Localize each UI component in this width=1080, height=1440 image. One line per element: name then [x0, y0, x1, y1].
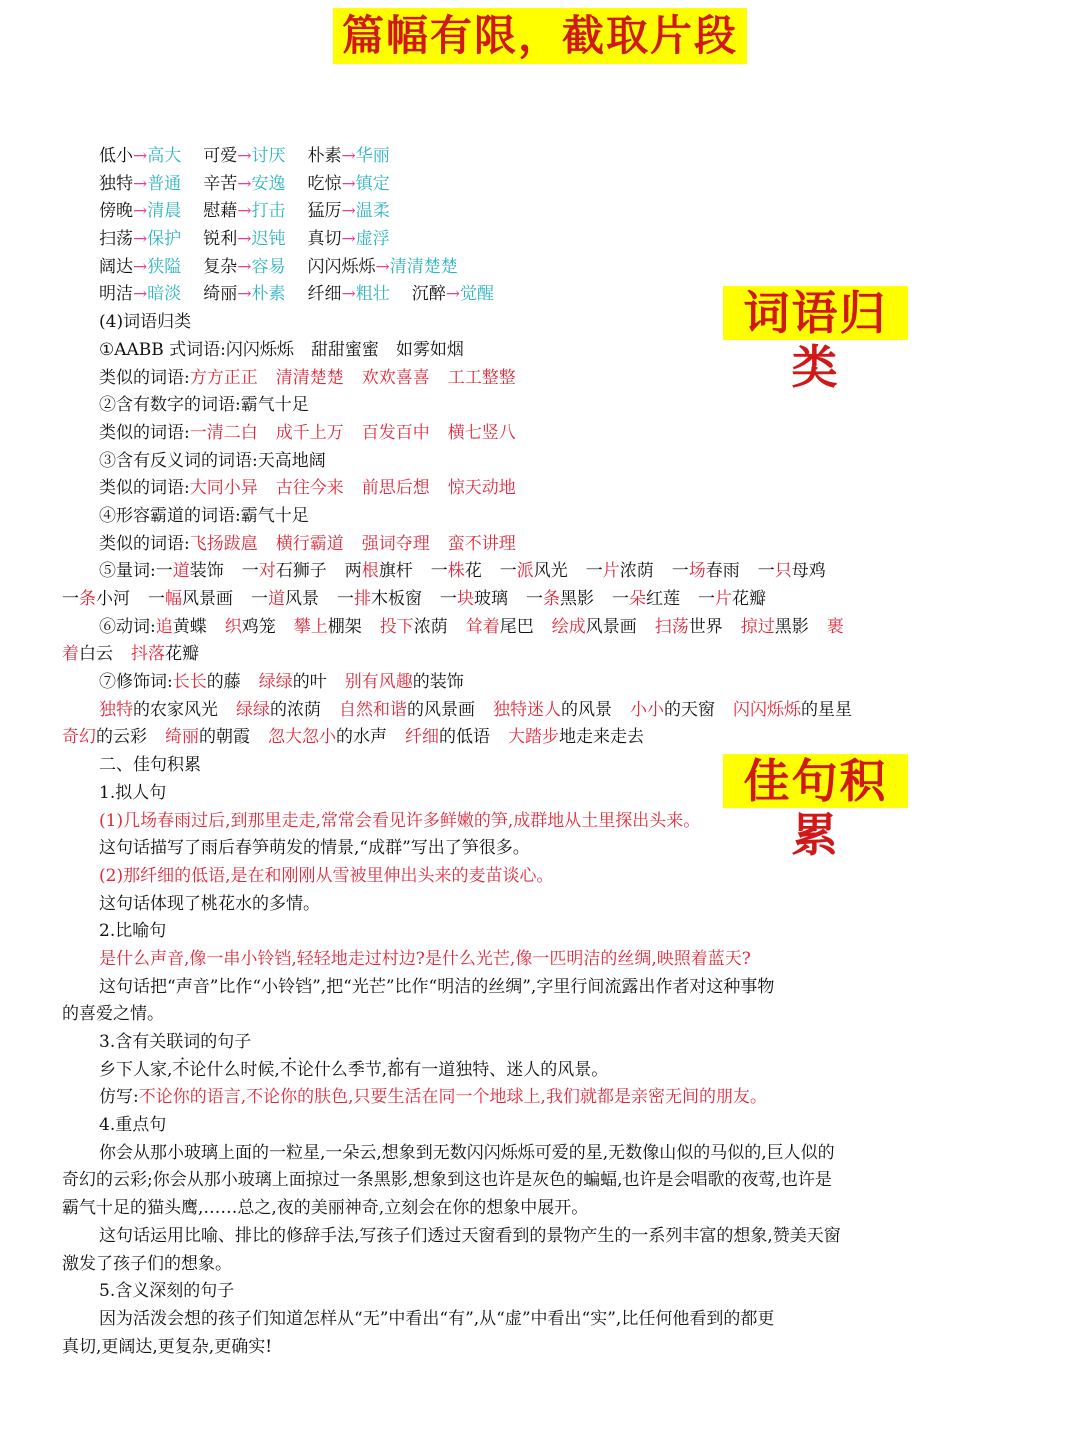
arrow-icon: → — [133, 146, 148, 166]
similar-word: 成千上万 — [275, 422, 344, 443]
arrow-icon: → — [133, 201, 148, 222]
antonym: 容易 — [251, 256, 286, 277]
verb-phrase: 攀上棚架 — [293, 616, 362, 637]
word: 猛厉 — [307, 201, 342, 222]
antonym-pair — [99, 171, 181, 199]
arrow-icon: → — [133, 284, 148, 305]
similar-word: 惊天动地 — [447, 478, 516, 499]
antonym-pair — [203, 171, 285, 199]
similar-word: 古往今来 — [275, 478, 344, 499]
modifier-label: ⑦修饰词: — [99, 672, 173, 693]
key-sentence-1: 你会从那小玻璃上面的一粒星,一朵云,想象到无数闪闪烁烁可爱的星,无数像山似的马似的,巨人似的 — [99, 1142, 835, 1163]
similar-word: 工工整整 — [447, 367, 516, 388]
antonym-pair — [99, 198, 181, 226]
section-title-sentences: 二、佳句积累 — [99, 755, 201, 776]
similar-label: 类似的词语: — [99, 422, 190, 443]
verb-phrase: 投下浓荫 — [379, 616, 448, 637]
label-word-classification: 词语归类 — [723, 286, 908, 340]
word: 慰藉 — [203, 201, 238, 222]
measure-phrase: 一株花 — [430, 561, 482, 582]
antonym: 狭隘 — [147, 256, 182, 277]
measure-word: 派 — [516, 561, 534, 582]
measure-word: 对 — [258, 561, 276, 582]
deep-meaning-2: 真切,更阔达,更复杂,更确实! — [62, 1336, 273, 1357]
similar-word: 百发百中 — [361, 422, 430, 443]
measure-phrase: 一幅风景画 — [148, 589, 233, 609]
label-good-sentences: 佳句积累 — [723, 754, 908, 808]
modifier-phrase: 小小的天窗 — [630, 699, 715, 720]
verb-phrase: 裹 — [826, 616, 844, 637]
antonym: 虚浮 — [355, 229, 390, 250]
verb-phrase: 织鸡笼 — [224, 616, 276, 637]
antonym-words: ③含有反义词的词语:天高地阔 — [99, 450, 326, 471]
verb-phrase: 扫荡世界 — [654, 616, 723, 637]
word: 可爱 — [203, 146, 238, 166]
antonym: 讨厌 — [251, 146, 286, 166]
arrow-icon: → — [341, 284, 356, 305]
personification-sentence-2: (2)那纤细的低语,是在和刚刚从雪被里伸出头来的麦苗谈心。 — [99, 865, 554, 886]
arrow-icon: → — [341, 173, 356, 194]
deep-meaning-title: 5.含义深刻的句子 — [99, 1281, 235, 1302]
aabb-similar — [62, 365, 922, 393]
similar-word: 欢欢喜喜 — [361, 367, 430, 388]
aabb-words: ①AABB 式词语:闪闪烁烁 甜甜蜜蜜 如雾如烟 — [99, 339, 464, 360]
measure-word: 幅 — [165, 589, 182, 609]
antonym-pairs — [62, 143, 922, 309]
modifier-phrase: 奇幻的云彩 — [62, 727, 147, 748]
antonym-pair — [308, 198, 390, 226]
arrow-icon: → — [237, 173, 252, 194]
measure-phrase: 一道风景 — [251, 589, 319, 609]
verb-phrase: 抖落花瓣 — [131, 644, 199, 665]
verb-phrase: 掠过黑影 — [740, 616, 809, 637]
similar-word: 大同小异 — [189, 478, 258, 499]
antonym-pair — [308, 143, 390, 171]
measure-word: 根 — [361, 561, 379, 582]
measure-word: 片 — [602, 561, 620, 582]
measure-label: ⑤量词: — [99, 561, 156, 582]
number-similar — [62, 420, 922, 448]
section-title-classification: (4)词语归类 — [99, 312, 192, 333]
word: 吃惊 — [307, 173, 342, 194]
domineering-similar — [62, 531, 922, 559]
measure-word: 道 — [172, 561, 190, 582]
antonym: 安逸 — [251, 173, 286, 194]
verb-phrase: 追黄蝶 — [155, 616, 207, 637]
antonym-pair — [308, 171, 390, 199]
verb-label: ⑥动词: — [99, 616, 156, 637]
deep-meaning-1: 因为活泼会想的孩子们知道怎样从“无”中看出“有”,从“虚”中看出“实”,比任何他看到的都更 — [99, 1308, 775, 1329]
modifier-phrase: 长长的藤 — [172, 672, 241, 693]
modifiers-line2 — [62, 697, 922, 725]
antonym-row — [62, 171, 922, 199]
modifiers-line3 — [62, 724, 922, 752]
verbs-line2 — [62, 641, 922, 669]
word: 扫荡 — [99, 229, 133, 250]
antonym: 镇定 — [355, 173, 390, 194]
conjunction-title: 3.含有关联词的句子 — [99, 1032, 252, 1052]
arrow-icon: → — [133, 229, 148, 250]
similar-word: 蛮不讲理 — [447, 533, 516, 554]
similar-label: 类似的词语: — [99, 367, 190, 388]
key-sentence-note-1: 这句话运用比喻、排比的修辞手法,写孩子们透过天窗看到的景物产生的一系列丰富的想象,赞美天窗 — [99, 1225, 841, 1246]
similar-word: 清清楚楚 — [275, 367, 344, 388]
antonym-similar — [62, 475, 922, 503]
antonym-row — [62, 198, 922, 226]
word: 纤细 — [307, 284, 342, 305]
modifier-phrase: 独特迷人的风景 — [493, 699, 612, 720]
measure-word: 株 — [447, 561, 465, 582]
verbs-line1 — [62, 614, 922, 642]
similar-label: 类似的词语: — [99, 533, 190, 554]
word: 复杂 — [203, 256, 238, 277]
word: 明洁 — [99, 284, 133, 305]
measure-word: 条 — [79, 589, 96, 609]
measure-phrase: 一对石狮子 — [241, 561, 327, 582]
personification-note-1: 这句话描写了雨后春笋萌发的情景,“成群”写出了笋很多。 — [99, 838, 530, 859]
measure-word: 条 — [543, 589, 560, 609]
arrow-icon: → — [237, 229, 252, 250]
banner-title: 篇幅有限，截取片段 — [333, 8, 747, 64]
personification-sentence-1: (1)几场春雨过后,到那里走走,常常会看见许多鲜嫩的笋,成群地从土里探出头来。 — [99, 810, 701, 831]
arrow-icon: → — [375, 256, 390, 277]
antonym: 打击 — [251, 201, 286, 222]
antonym-pair — [203, 281, 285, 309]
modifier-phrase: 别有风趣的装饰 — [344, 672, 464, 693]
antonym: 保护 — [147, 229, 182, 250]
antonym: 迟钝 — [251, 229, 286, 250]
word: 沉醉 — [411, 284, 446, 305]
measure-word: 块 — [457, 589, 474, 609]
modifier-phrase: 忽大忽小的水声 — [268, 727, 387, 748]
metaphor-title: 2.比喻句 — [99, 921, 167, 942]
word: 独特 — [99, 173, 133, 194]
measure-word: 排 — [354, 589, 371, 609]
measure-phrase: 一片花瓣 — [698, 589, 766, 609]
similar-word: 强词夺理 — [361, 533, 430, 554]
measure-word: 道 — [268, 589, 285, 609]
antonym: 清清楚楚 — [389, 256, 458, 277]
measure-words-line1 — [62, 558, 922, 586]
antonym-row — [62, 143, 922, 171]
measure-phrase: 一块玻璃 — [440, 589, 508, 609]
measure-phrase: 两根旗杆 — [344, 561, 413, 582]
antonym-pair — [99, 281, 181, 309]
similar-word: 横七竖八 — [447, 422, 516, 443]
word: 低小 — [99, 146, 133, 166]
antonym: 普通 — [147, 173, 182, 194]
antonym-pair — [203, 143, 285, 171]
word: 锐利 — [203, 229, 238, 250]
measure-word: 只 — [774, 561, 792, 582]
arrow-icon: → — [133, 256, 148, 277]
similar-word: 方方正正 — [189, 367, 258, 388]
modifier-phrase: 绿绿的叶 — [258, 672, 327, 693]
antonym: 觉醒 — [460, 284, 494, 305]
measure-phrase: 一派风光 — [499, 561, 568, 582]
measure-words-line2 — [62, 586, 922, 614]
verb-phrase: 着白云 — [62, 644, 113, 665]
antonym: 暗淡 — [147, 284, 182, 305]
antonym-row — [62, 254, 922, 282]
metaphor-note-2: 的喜爱之情。 — [62, 1004, 164, 1025]
arrow-icon: → — [133, 173, 148, 194]
modifier-phrase: 绿绿的浓荫 — [236, 699, 321, 720]
antonym-row — [62, 226, 922, 254]
metaphor-sentence: 是什么声音,像一串小铃铛,轻轻地走过村边?是什么光芒,像一匹明洁的丝绸,映照着蓝天? — [99, 948, 751, 969]
domineering-words: ④形容霸道的词语:霸气十足 — [99, 505, 309, 526]
antonym-pair — [99, 254, 181, 282]
antonym-row — [62, 281, 922, 309]
measure-phrase: 一排木板窗 — [337, 589, 422, 609]
arrow-icon: → — [341, 201, 356, 222]
arrow-icon: → — [445, 284, 460, 305]
measure-phrase: 一条黑影 — [526, 589, 594, 609]
arrow-icon: → — [341, 146, 356, 166]
arrow-icon: → — [237, 146, 252, 166]
word: 朴素 — [307, 146, 342, 166]
measure-phrase: 一道装饰 — [155, 561, 224, 582]
modifier-phrase: 绮丽的朝霞 — [165, 727, 250, 748]
document-body — [62, 143, 922, 1361]
antonym-pair — [99, 143, 181, 171]
key-sentence-3: 霸气十足的猫头鹰,……总之,夜的美丽神奇,立刻会在你的想象中展开。 — [62, 1198, 589, 1219]
similar-word: 飞扬跋扈 — [189, 533, 258, 554]
word: 真切 — [307, 229, 342, 250]
antonym-pair — [308, 226, 390, 254]
antonym-pair — [203, 198, 285, 226]
antonym: 温柔 — [355, 201, 390, 222]
metaphor-note-1: 这句话把“声音”比作“小铃铛”,把“光芒”比作“明洁的丝绸”,字里行间流露出作者对这种事物 — [99, 976, 775, 997]
word: 辛苦 — [203, 173, 238, 194]
key-sentence-2: 奇幻的云彩;你会从那小玻璃上面掠过一条黑影,想象到这也许是灰色的蝙蝠,也许是会唱歌的夜莺,也许是 — [62, 1170, 832, 1191]
measure-word: 场 — [688, 561, 706, 582]
measure-phrase: 一朵红莲 — [612, 589, 680, 609]
arrow-icon: → — [341, 229, 356, 250]
number-words: ②含有数字的词语:霸气十足 — [99, 395, 309, 416]
modifier-phrase: 大踏步地走来走去 — [508, 727, 644, 748]
antonym-pair — [308, 254, 458, 282]
key-sentence-title: 4.重点句 — [99, 1115, 167, 1136]
word: 闪闪烁烁 — [307, 256, 376, 277]
similar-word: 前思后想 — [361, 478, 430, 499]
antonym: 高大 — [147, 146, 182, 166]
modifiers-line1 — [62, 669, 922, 697]
arrow-icon: → — [237, 256, 252, 277]
antonym-pair — [203, 254, 285, 282]
modifier-phrase: 闪闪烁烁的星星 — [733, 699, 852, 720]
word: 阔达 — [99, 256, 133, 277]
arrow-icon: → — [237, 284, 252, 305]
measure-word: 片 — [715, 589, 732, 609]
antonym-pair — [412, 281, 494, 309]
key-sentence-note-2: 激发了孩子们的想象。 — [62, 1253, 232, 1274]
measure-phrase: 一条小河 — [62, 589, 130, 609]
imitation-sentence: 仿写:不论你的语言,不论你的肤色,只要生活在同一个地球上,我们就都是亲密无间的朋友。 — [99, 1087, 767, 1108]
personification-note-2: 这句话体现了桃花水的多情。 — [99, 893, 320, 914]
verb-phrase: 耸着尾巴 — [465, 616, 534, 637]
modifier-phrase: 独特的农家风光 — [99, 699, 218, 720]
antonym: 清晨 — [147, 201, 182, 222]
measure-phrase: 一场春雨 — [671, 561, 740, 582]
conjunction-sentence: 乡下人家,不论什么时候,不论什么季节,都有一道独特、迷人的风景。 — [99, 1059, 609, 1080]
measure-phrase: 一只母鸡 — [757, 561, 826, 582]
similar-word: 横行霸道 — [275, 533, 344, 554]
word: 绮丽 — [203, 284, 238, 305]
verb-phrase: 绘成风景画 — [551, 616, 637, 637]
antonym-pair — [99, 226, 181, 254]
antonym: 朴素 — [251, 284, 286, 305]
antonym-pair — [203, 226, 285, 254]
word: 傍晚 — [99, 201, 133, 222]
similar-word: 一清二白 — [189, 422, 258, 443]
modifier-phrase: 纤细的低语 — [405, 727, 490, 748]
antonym: 粗壮 — [355, 284, 390, 305]
similar-label: 类似的词语: — [99, 478, 190, 499]
measure-phrase: 一片浓荫 — [585, 561, 654, 582]
antonym: 华丽 — [355, 146, 390, 166]
measure-word: 朵 — [629, 589, 646, 609]
modifier-phrase: 自然和谐的风景画 — [339, 699, 475, 720]
personification-title: 1.拟人句 — [99, 782, 167, 803]
arrow-icon: → — [237, 201, 252, 222]
antonym-pair — [308, 281, 390, 309]
